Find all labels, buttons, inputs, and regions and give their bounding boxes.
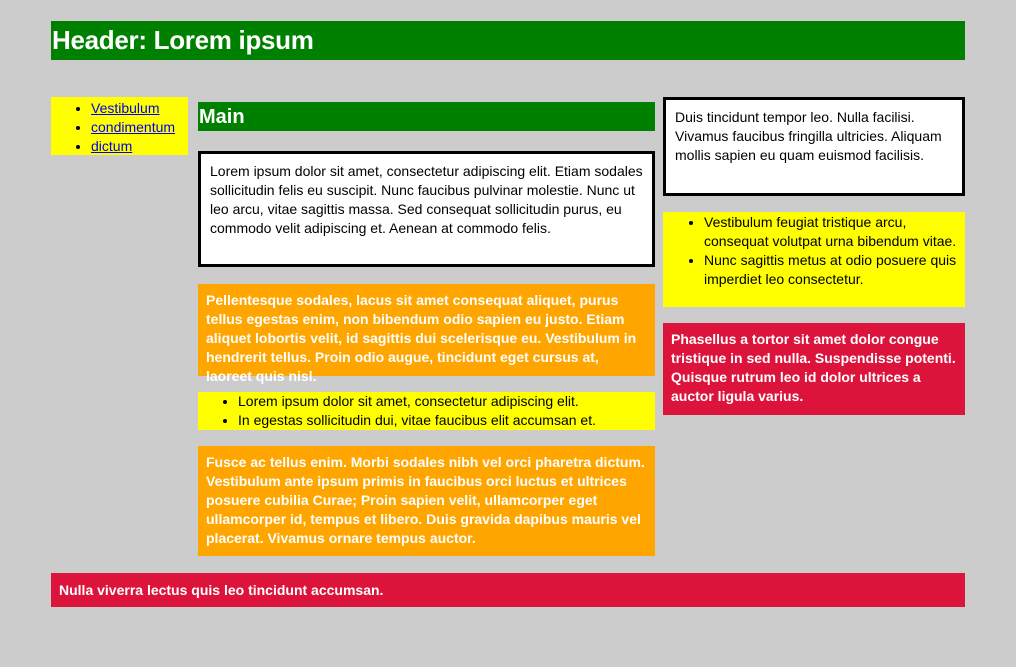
nav-item-dictum <box>91 137 188 156</box>
main-paragraph-2: Pellentesque sodales, lacus sit amet consequat aliquet, purus tellus egestas enim, non bibendum odio sapien eu justo. Etiam aliquet lobortis velit, id sagittis dui scelerisque eu. Vestibulum in hendrerit tellus. Proin odio augue, tincidunt eget cursus at, laoreet quis nisl. <box>198 284 655 376</box>
main-heading: Main <box>198 102 655 131</box>
main-list-item: • Lorem ipsum dolor sit amet, consectetur adipiscing elit. <box>238 392 655 411</box>
nav-link-condimentum[interactable]: condimentum <box>91 119 176 135</box>
main-list-item: • In egestas sollicitudin dui, vitae faucibus elit accumsan et. <box>238 411 655 430</box>
aside-paragraph-2: Phasellus a tortor sit amet dolor congue tristique in sed nulla. Suspendisse potenti. Quisque rutrum leo id dolor ultrices a auctor ligula varius. <box>663 323 965 415</box>
main-paragraph-1: Lorem ipsum dolor sit amet, consectetur adipiscing elit. Etiam sodales sollicitudin felis eu suscipit. Nunc faucibus pulvinar molestie. Nunc ut leo arcu, vitae sagittis massa. Sed consequat sollicitudin purus, eu commodo velit adipiscing et. Aenean at commodo felis. <box>198 151 655 267</box>
nav-link-dictum[interactable]: dictum <box>91 138 133 154</box>
aside-list <box>663 212 965 307</box>
aside-list-item: • Vestibulum feugiat tristique arcu, consequat volutpat urna bibendum vitae. <box>704 213 959 251</box>
main-list <box>198 392 655 430</box>
page-header <box>51 21 965 60</box>
nav-item-vestibulum <box>91 99 188 118</box>
nav-item-condimentum <box>91 118 188 137</box>
footer-text: Nulla viverra lectus quis leo tincidunt accumsan. <box>59 582 384 598</box>
header-title: Header: Lorem ipsum <box>52 25 314 55</box>
main-paragraph-3: Fusce ac tellus enim. Morbi sodales nibh vel orci pharetra dictum. Vestibulum ante ipsum primis in faucibus orci luctus et ultrices posuere cubilia Curae; Proin sapien velit, ullamcorper eget ullamcorper id, tempus et libero. Duis gravida dapibus mauris vel placerat. Vivamus ornare tempus auctor. <box>198 446 655 556</box>
aside-paragraph-1: Duis tincidunt tempor leo. Nulla facilisi. Vivamus faucibus fringilla ultricies. Aliquam mollis sapien eu quam euismod facilisis. <box>663 97 965 196</box>
nav-menu <box>51 97 188 155</box>
aside-list-item: • Nunc sagittis metus at odio posuere quis imperdiet leo consectetur. <box>704 251 959 289</box>
nav-link-vestibulum[interactable]: Vestibulum <box>91 100 160 116</box>
page-footer <box>51 573 965 607</box>
